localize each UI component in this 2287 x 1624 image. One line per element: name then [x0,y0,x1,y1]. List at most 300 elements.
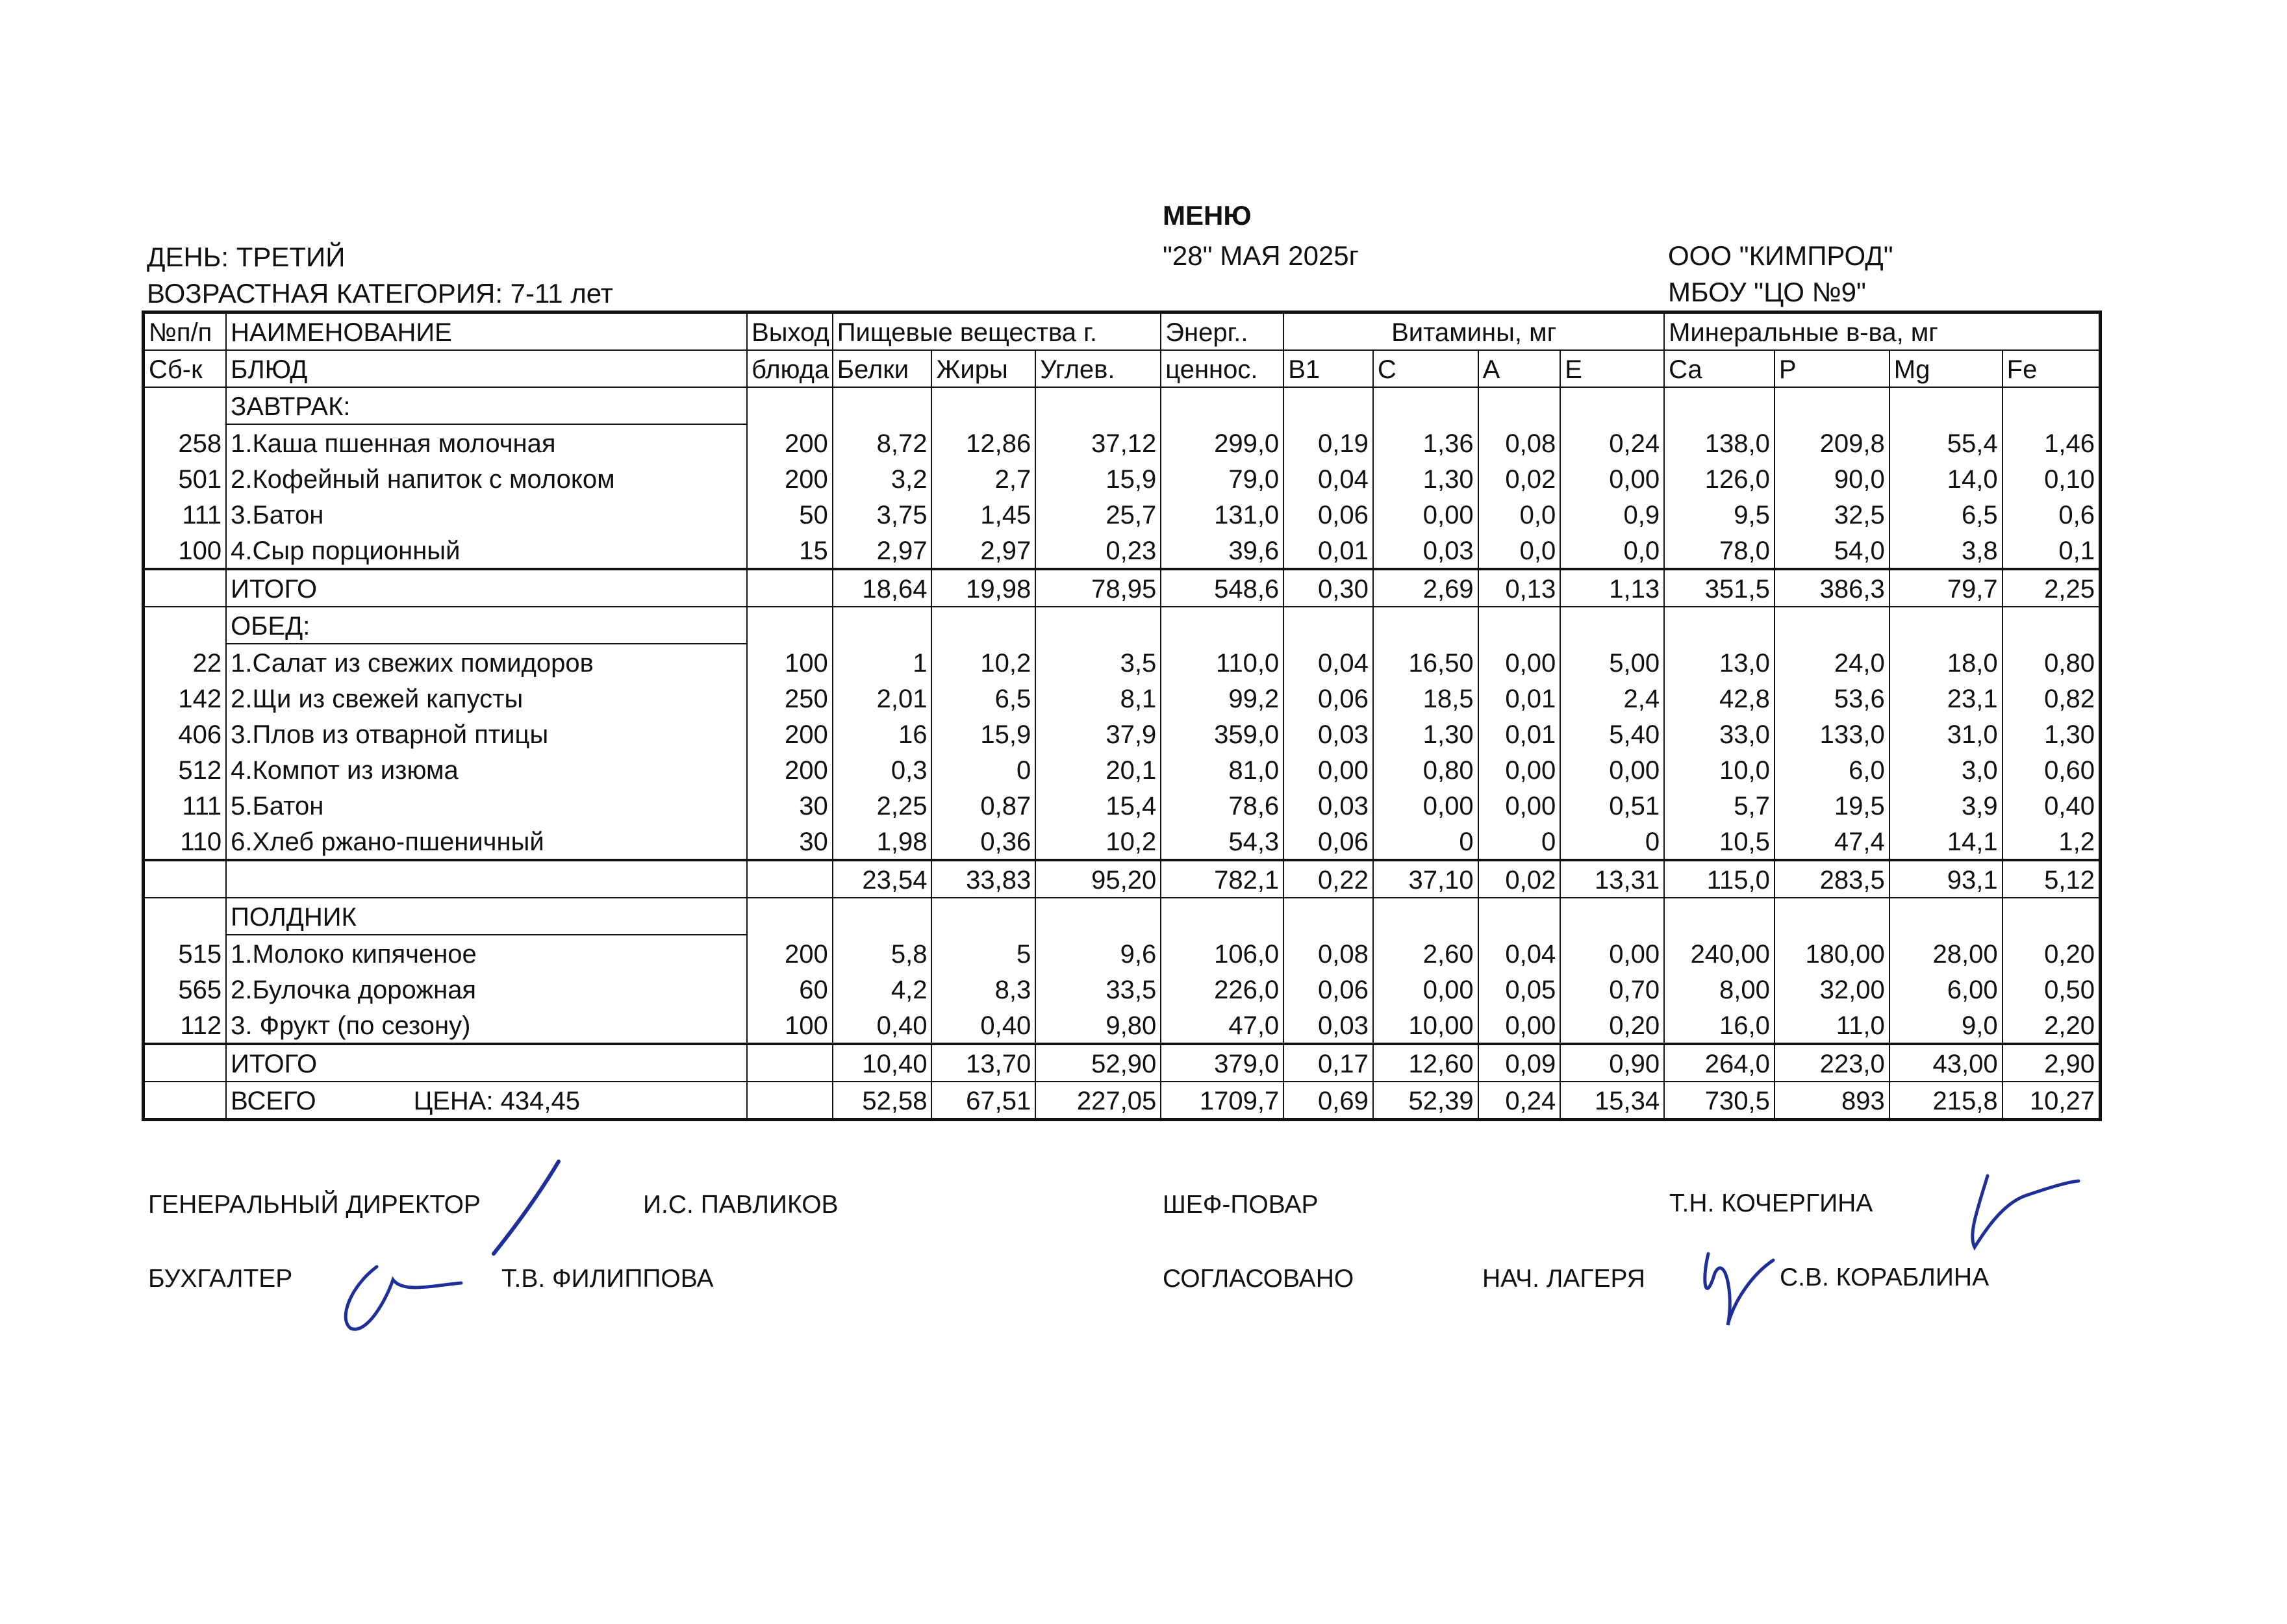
cell-ca: 126,0 [1664,461,1775,496]
camp-head-title: НАЧ. ЛАГЕРЯ [1482,1265,1645,1293]
cell-e: 5,00 [1560,644,1664,680]
total-energy: 379,0 [1161,1044,1283,1082]
cell-name: 1.Салат из свежих помидоров [226,644,747,680]
cell-fe: 1,46 [2003,424,2101,461]
cell-mg: 3,8 [1889,532,2003,569]
cell-energy: 99,2 [1161,680,1283,716]
cell-fe: 0,1 [2003,532,2101,569]
cell-name: 1.Каша пшенная молочная [226,424,747,461]
school-label: МБОУ "ЦО №9" [1668,277,1866,307]
cell-e: 2,4 [1560,680,1664,716]
header-a: А [1478,350,1561,387]
cell-mg: 28,00 [1889,935,2003,971]
cell-protein: 4,2 [833,971,932,1007]
total-num [144,860,227,898]
total-carbs: 95,20 [1035,860,1161,898]
cell-b1: 0,06 [1283,680,1373,716]
total-protein: 23,54 [833,860,932,898]
total-energy: 782,1 [1161,860,1283,898]
section-title-row [144,898,2101,935]
document-title: МЕНЮ [1163,200,1252,231]
cell-name: 3. Фрукт (по сезону) [226,1007,747,1044]
approved-label: СОГЛАСОВАНО [1163,1265,1354,1293]
cell-mg: 18,0 [1889,644,2003,680]
empty-cell [144,1082,227,1120]
empty-cell [1283,387,1373,424]
cell-protein: 0,40 [833,1007,932,1044]
total-name: ИТОГО [226,1044,747,1082]
cell-energy: 78,6 [1161,787,1283,823]
cell-e: 0,20 [1560,1007,1664,1044]
cell-name: 2.Кофейный напиток с молоком [226,461,747,496]
empty-cell [1373,898,1478,935]
cell-p: 24,0 [1775,644,1889,680]
cell-yield: 250 [747,680,833,716]
header-yield: Выход [747,312,833,351]
cell-carbs: 25,7 [1035,496,1161,532]
total-b1: 0,17 [1283,1044,1373,1082]
total-e: 1,13 [1560,569,1664,607]
empty-cell [931,387,1035,424]
cell-c: 1,36 [1373,424,1478,461]
cell-fe: 0,10 [2003,461,2101,496]
cell-e: 0,00 [1560,752,1664,787]
header-row-1 [144,312,2101,351]
cell-num: 512 [144,752,227,787]
empty-cell [747,1082,833,1120]
table-row [144,971,2101,1007]
cell-p: 6,0 [1775,752,1889,787]
total-protein: 10,40 [833,1044,932,1082]
cell-c: 0,03 [1373,532,1478,569]
cell-a: 0,08 [1478,424,1561,461]
empty-cell [2003,898,2101,935]
cell-b1: 0,06 [1283,496,1373,532]
cell-fe: 2,20 [2003,1007,2101,1044]
chef-signature-mark [1955,1163,2085,1260]
cell-ca: 10,0 [1664,752,1775,787]
empty-cell [1035,387,1161,424]
cell-p: 47,4 [1775,823,1889,860]
cell-fe: 0,6 [2003,496,2101,532]
cell-name: 2.Щи из свежей капусты [226,680,747,716]
cell-a: 0 [1478,823,1561,860]
cell-e: 5,40 [1560,716,1664,752]
total-fe: 5,12 [2003,860,2101,898]
header-fat: Жиры [931,350,1035,387]
total-carbs: 52,90 [1035,1044,1161,1082]
cell-protein: 8,72 [833,424,932,461]
empty-cell [833,387,932,424]
cell-num: 515 [144,935,227,971]
cell-b1: 0,00 [1283,752,1373,787]
cell-energy: 54,3 [1161,823,1283,860]
grand-total-c: 52,39 [1373,1082,1478,1120]
grand-total-p: 893 [1775,1082,1889,1120]
cell-carbs: 8,1 [1035,680,1161,716]
grand-total-a: 0,24 [1478,1082,1561,1120]
cell-a: 0,04 [1478,935,1561,971]
total-c: 12,60 [1373,1044,1478,1082]
chef-name: Т.Н. КОЧЕРГИНА [1669,1189,1873,1217]
total-yield [747,1044,833,1082]
grand-total-row [144,1082,2101,1120]
total-mg: 93,1 [1889,860,2003,898]
cell-a: 0,00 [1478,787,1561,823]
cell-num: 142 [144,680,227,716]
section-title: ПОЛДНИК [226,898,747,935]
cell-energy: 106,0 [1161,935,1283,971]
accountant-name: Т.В. ФИЛИППОВА [501,1265,714,1293]
price-label: ЦЕНА: 434,45 [413,1087,580,1115]
cell-a: 0,01 [1478,680,1561,716]
cell-carbs: 37,12 [1035,424,1161,461]
camp-head-signature-mark [1689,1234,1786,1338]
table-row [144,424,2101,461]
empty-cell [1889,387,2003,424]
total-row [144,1044,2101,1082]
cell-num: 565 [144,971,227,1007]
cell-mg: 55,4 [1889,424,2003,461]
cell-yield: 30 [747,823,833,860]
total-yield [747,569,833,607]
cell-fat: 5 [931,935,1035,971]
cell-mg: 23,1 [1889,680,2003,716]
cell-fat: 10,2 [931,644,1035,680]
total-fat: 13,70 [931,1044,1035,1082]
total-num [144,1044,227,1082]
cell-protein: 2,25 [833,787,932,823]
cell-protein: 1 [833,644,932,680]
cell-fe: 0,20 [2003,935,2101,971]
cell-fe: 0,60 [2003,752,2101,787]
grand-total-fat: 67,51 [931,1082,1035,1120]
empty-cell [2003,607,2101,644]
header-energy-value: ценнос. [1161,350,1283,387]
cell-carbs: 33,5 [1035,971,1161,1007]
cell-ca: 8,00 [1664,971,1775,1007]
cell-b1: 0,06 [1283,971,1373,1007]
header-e: Е [1560,350,1664,387]
table-row [144,461,2101,496]
cell-a: 0,0 [1478,532,1561,569]
empty-cell [1373,387,1478,424]
cell-b1: 0,04 [1283,644,1373,680]
empty-cell [931,898,1035,935]
grand-total-label: ВСЕГО [231,1087,316,1115]
grand-total-b1: 0,69 [1283,1082,1373,1120]
table-row [144,752,2101,787]
grand-total-energy: 1709,7 [1161,1082,1283,1120]
empty-cell [747,607,833,644]
total-fat: 19,98 [931,569,1035,607]
cell-fat: 6,5 [931,680,1035,716]
cell-p: 54,0 [1775,532,1889,569]
cell-e: 0,51 [1560,787,1664,823]
cell-energy: 47,0 [1161,1007,1283,1044]
cell-yield: 100 [747,644,833,680]
cell-num: 406 [144,716,227,752]
total-a: 0,02 [1478,860,1561,898]
header-protein: Белки [833,350,932,387]
cell-e: 0,0 [1560,532,1664,569]
cell-num: 110 [144,823,227,860]
total-c: 37,10 [1373,860,1478,898]
header-minerals: Минеральные в-ва, мг [1664,312,2100,351]
cell-c: 16,50 [1373,644,1478,680]
header-p: Р [1775,350,1889,387]
cell-c: 0,80 [1373,752,1478,787]
cell-name: 5.Батон [226,787,747,823]
total-energy: 548,6 [1161,569,1283,607]
empty-cell [1478,607,1561,644]
cell-b1: 0,08 [1283,935,1373,971]
empty-cell [833,898,932,935]
cell-e: 0,70 [1560,971,1664,1007]
cell-yield: 15 [747,532,833,569]
cell-b1: 0,19 [1283,424,1373,461]
cell-mg: 31,0 [1889,716,2003,752]
table-row [144,716,2101,752]
header-vitamins: Витамины, мг [1283,312,1664,351]
cell-yield: 60 [747,971,833,1007]
cell-p: 19,5 [1775,787,1889,823]
cell-name: 3.Плов из отварной птицы [226,716,747,752]
cell-carbs: 37,9 [1035,716,1161,752]
header-energy: Энерг.. [1161,312,1283,351]
header-sbk: Сб-к [144,350,227,387]
empty-cell [1283,898,1373,935]
cell-name: 1.Молоко кипяченое [226,935,747,971]
cell-energy: 359,0 [1161,716,1283,752]
cell-protein: 1,98 [833,823,932,860]
cell-ca: 9,5 [1664,496,1775,532]
cell-mg: 9,0 [1889,1007,2003,1044]
empty-cell [144,387,227,424]
cell-protein: 2,01 [833,680,932,716]
cell-ca: 5,7 [1664,787,1775,823]
cell-c: 10,00 [1373,1007,1478,1044]
empty-cell [833,607,932,644]
cell-fe: 1,30 [2003,716,2101,752]
cell-p: 11,0 [1775,1007,1889,1044]
header-ca: Са [1664,350,1775,387]
date-label: "28" МАЯ 2025г [1163,240,1359,271]
cell-protein: 0,3 [833,752,932,787]
table-row [144,823,2101,860]
cell-energy: 110,0 [1161,644,1283,680]
header-mg: Mg [1889,350,2003,387]
cell-energy: 81,0 [1161,752,1283,787]
header-fe: Fe [2003,350,2101,387]
cell-mg: 14,0 [1889,461,2003,496]
cell-c: 1,30 [1373,716,1478,752]
cell-fat: 0 [931,752,1035,787]
cell-carbs: 20,1 [1035,752,1161,787]
cell-protein: 3,2 [833,461,932,496]
cell-b1: 0,06 [1283,823,1373,860]
cell-fe: 1,2 [2003,823,2101,860]
cell-p: 133,0 [1775,716,1889,752]
cell-fat: 1,45 [931,496,1035,532]
accountant-signature-mark [331,1247,474,1338]
section-title: ОБЕД: [226,607,747,644]
cell-energy: 39,6 [1161,532,1283,569]
cell-a: 0,0 [1478,496,1561,532]
total-p: 223,0 [1775,1044,1889,1082]
grand-total-carbs: 227,05 [1035,1082,1161,1120]
table-row [144,787,2101,823]
age-category-label: ВОЗРАСТНАЯ КАТЕГОРИЯ: 7-11 лет [147,278,613,309]
cell-ca: 42,8 [1664,680,1775,716]
cell-a: 0,00 [1478,752,1561,787]
total-num [144,569,227,607]
total-e: 0,90 [1560,1044,1664,1082]
empty-cell [1775,898,1889,935]
cell-b1: 0,04 [1283,461,1373,496]
cell-carbs: 15,4 [1035,787,1161,823]
director-signature-mark [481,1156,572,1260]
cell-energy: 299,0 [1161,424,1283,461]
cell-protein: 16 [833,716,932,752]
cell-yield: 50 [747,496,833,532]
grand-total-e: 15,34 [1560,1082,1664,1120]
empty-cell [1560,387,1664,424]
cell-c: 0,00 [1373,787,1478,823]
cell-yield: 200 [747,424,833,461]
cell-ca: 78,0 [1664,532,1775,569]
cell-fat: 12,86 [931,424,1035,461]
cell-yield: 200 [747,716,833,752]
cell-p: 53,6 [1775,680,1889,716]
total-b1: 0,22 [1283,860,1373,898]
empty-cell [1478,898,1561,935]
table-row [144,1007,2101,1044]
cell-num: 100 [144,532,227,569]
cell-mg: 3,9 [1889,787,2003,823]
cell-name: 2.Булочка дорожная [226,971,747,1007]
cell-e: 0,00 [1560,461,1664,496]
cell-ca: 33,0 [1664,716,1775,752]
cell-num: 111 [144,787,227,823]
cell-num: 501 [144,461,227,496]
total-name: ИТОГО [226,569,747,607]
director-name: И.С. ПАВЛИКОВ [643,1191,839,1219]
empty-cell [1161,898,1283,935]
cell-mg: 6,00 [1889,971,2003,1007]
director-title: ГЕНЕРАЛЬНЫЙ ДИРЕКТОР [148,1191,481,1219]
empty-cell [1664,387,1775,424]
cell-e: 0,24 [1560,424,1664,461]
cell-a: 0,00 [1478,1007,1561,1044]
empty-cell [1560,898,1664,935]
table-row [144,496,2101,532]
cell-e: 0,00 [1560,935,1664,971]
empty-cell [1161,607,1283,644]
empty-cell [1373,607,1478,644]
cell-yield: 100 [747,1007,833,1044]
cell-a: 0,00 [1478,644,1561,680]
cell-p: 90,0 [1775,461,1889,496]
total-ca: 115,0 [1664,860,1775,898]
empty-cell [747,387,833,424]
header-row-2 [144,350,2101,387]
table-row [144,644,2101,680]
cell-carbs: 0,23 [1035,532,1161,569]
total-fat: 33,83 [931,860,1035,898]
header-c: С [1373,350,1478,387]
empty-cell [1889,898,2003,935]
cell-protein: 5,8 [833,935,932,971]
cell-carbs: 9,80 [1035,1007,1161,1044]
empty-cell [931,607,1035,644]
empty-cell [2003,387,2101,424]
grand-total-fe: 10,27 [2003,1082,2101,1120]
cell-carbs: 10,2 [1035,823,1161,860]
empty-cell [1775,607,1889,644]
empty-cell [1478,387,1561,424]
header-b1: В1 [1283,350,1373,387]
header-name: НАИМЕНОВАНИЕ [226,312,747,351]
cell-fat: 2,97 [931,532,1035,569]
total-fe: 2,90 [2003,1044,2101,1082]
cell-protein: 3,75 [833,496,932,532]
total-fe: 2,25 [2003,569,2101,607]
company-label: ООО "КИМПРОД" [1668,240,1893,271]
grand-total-mg: 215,8 [1889,1082,2003,1120]
cell-p: 180,00 [1775,935,1889,971]
cell-p: 32,00 [1775,971,1889,1007]
cell-num: 22 [144,644,227,680]
cell-fat: 0,40 [931,1007,1035,1044]
empty-cell [1035,898,1161,935]
cell-a: 0,01 [1478,716,1561,752]
empty-cell [1035,607,1161,644]
total-yield [747,860,833,898]
header-num: №п/п [144,312,227,351]
empty-cell [1889,607,2003,644]
cell-c: 1,30 [1373,461,1478,496]
chef-title: ШЕФ-ПОВАР [1163,1191,1319,1219]
cell-carbs: 3,5 [1035,644,1161,680]
cell-fe: 0,82 [2003,680,2101,716]
camp-head-name: С.В. КОРАБЛИНА [1780,1263,1990,1291]
empty-cell [144,607,227,644]
header-dishes: БЛЮД [226,350,747,387]
empty-cell [144,898,227,935]
cell-yield: 200 [747,461,833,496]
cell-name: 6.Хлеб ржано-пшеничный [226,823,747,860]
total-mg: 79,7 [1889,569,2003,607]
cell-energy: 79,0 [1161,461,1283,496]
cell-yield: 30 [747,787,833,823]
empty-cell [1560,607,1664,644]
cell-fat: 0,36 [931,823,1035,860]
section-title: ЗАВТРАК: [226,387,747,424]
total-p: 283,5 [1775,860,1889,898]
total-e: 13,31 [1560,860,1664,898]
cell-a: 0,02 [1478,461,1561,496]
total-carbs: 78,95 [1035,569,1161,607]
day-label: ДЕНЬ: ТРЕТИЙ [147,242,346,272]
cell-energy: 131,0 [1161,496,1283,532]
cell-p: 209,8 [1775,424,1889,461]
cell-p: 32,5 [1775,496,1889,532]
total-c: 2,69 [1373,569,1478,607]
cell-e: 0 [1560,823,1664,860]
cell-fe: 0,40 [2003,787,2101,823]
grand-total-protein: 52,58 [833,1082,932,1120]
